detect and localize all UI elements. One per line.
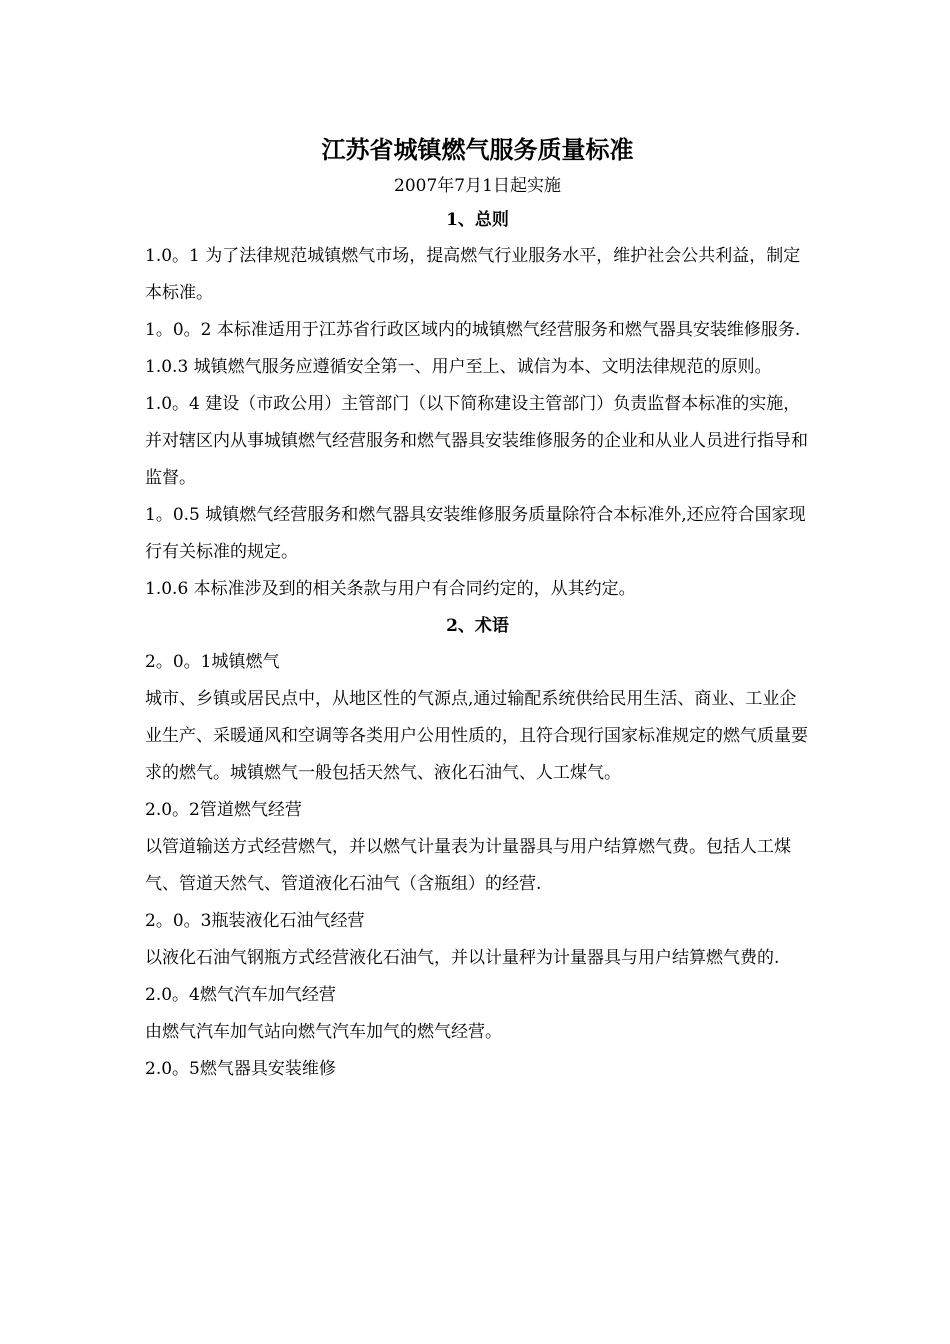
section-heading-general: 1、总则 (446, 210, 509, 230)
term-2-0-3-title: 2。0。3瓶装液化石油气经营 (145, 911, 365, 931)
term-2-0-5-title: 2.0。5燃气器具安装维修 (145, 1059, 336, 1079)
term-2-0-4-title: 2.0。4燃气汽车加气经营 (145, 985, 336, 1005)
clause-1-0-6: 1.0.6 本标准涉及到的相关条款与用户有合同约定的，从其约定。 (145, 579, 636, 599)
clause-1-0-3: 1.0.3 城镇燃气服务应遵循安全第一、用户至上、诚信为本、文明法律规范的原则。 (145, 357, 772, 377)
term-2-0-2-definition: 以管道输送方式经营燃气，并以燃气计量表为计量器具与用户结算燃气费。包括人工煤气、管道天然气、管道液化石油气（含瓶组）的经营. (145, 837, 791, 894)
section-heading-terms: 2、术语 (446, 616, 509, 636)
clause-1-0-5: 1。0.5 城镇燃气经营服务和燃气器具安装维修服务质量除符合本标准外,还应符合国家现行有关标准的规定。 (145, 505, 806, 562)
clause-1-0-2: 1。0。2 本标准适用于江苏省行政区域内的城镇燃气经营服务和燃气器具安装维修服务. (145, 320, 801, 340)
document-title: 江苏省城镇燃气服务质量标准 (321, 135, 634, 164)
term-2-0-4-definition: 由燃气汽车加气站向燃气汽车加气的燃气经营。 (145, 1022, 502, 1042)
clause-1-0-1: 1.0。1 为了法律规范城镇燃气市场，提高燃气行业服务水平，维护社会公共利益，制定本标准。 (145, 246, 801, 303)
effective-date: 2007年7月1日起实施 (394, 176, 561, 196)
term-2-0-1-title: 2。0。1城镇燃气 (145, 652, 280, 672)
document-body (145, 130, 810, 1088)
term-2-0-1-definition: 城市、乡镇或居民点中，从地区性的气源点,通过输配系统供给民用生活、商业、工业企业生产、采暖通风和空调等各类用户公用性质的，且符合现行国家标准规定的燃气质量要求的燃气。城镇燃气一般包括天然气、液化石油气、人工煤气。 (145, 689, 808, 783)
term-2-0-2-title: 2.0。2管道燃气经营 (145, 800, 302, 820)
term-2-0-3-definition: 以液化石油气钢瓶方式经营液化石油气，并以计量秤为计量器具与用户结算燃气费的. (145, 948, 780, 968)
clause-1-0-4: 1.0。4 建设（市政公用）主管部门（以下简称建设主管部门）负责监督本标准的实施，并对辖区内从事城镇燃气经营服务和燃气器具安装维修服务的企业和从业人员进行指导和监督。 (145, 394, 808, 488)
